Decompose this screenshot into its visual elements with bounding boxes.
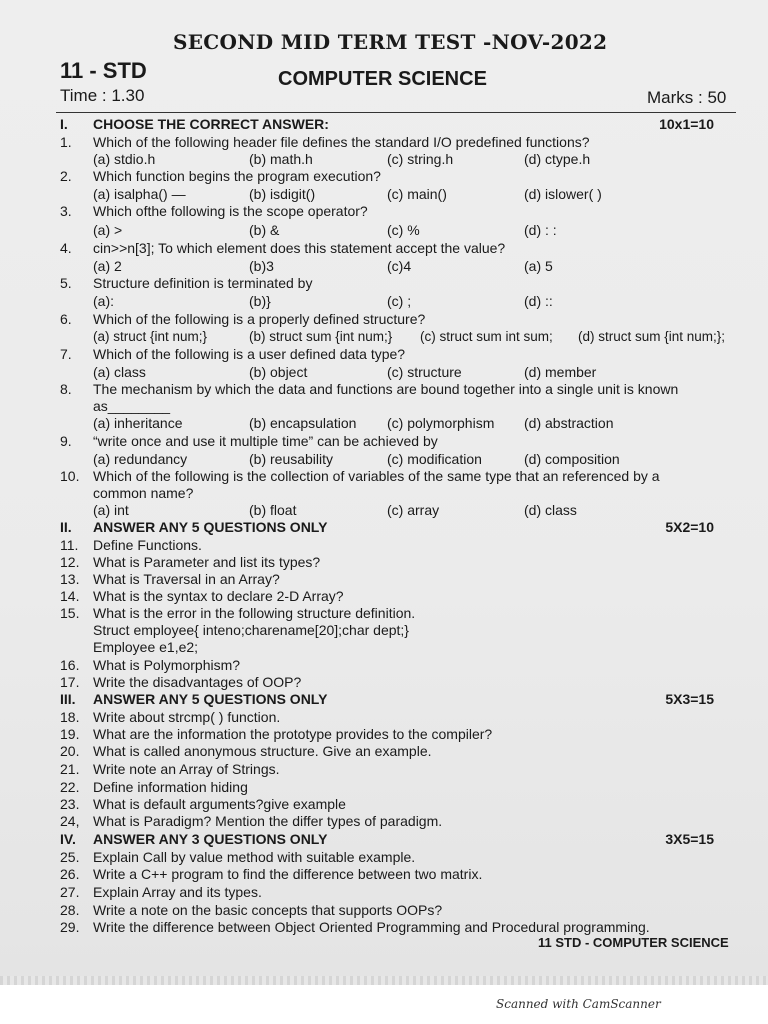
question-number: 13. xyxy=(60,571,80,587)
question-text: Which of the following is a properly defined structure? xyxy=(93,311,426,327)
question-text: Which of the following is the collection of variables of the same type that an referenced by a xyxy=(93,468,660,484)
question-text: Which of the following is a user defined data type? xyxy=(93,346,406,362)
option: (d) ctype.h xyxy=(524,151,591,167)
question-text: cin>>n[3]; To which element does this statement accept the value? xyxy=(93,240,506,256)
section-number: IV. xyxy=(60,831,76,847)
question-number: 7. xyxy=(60,346,72,362)
option: (b) object xyxy=(249,364,308,380)
option: (b) & xyxy=(249,222,280,238)
question-text: Which ofthe following is the scope operator? xyxy=(93,203,368,219)
option: (a) inheritance xyxy=(93,415,183,431)
option: (c) struct sum int sum; xyxy=(420,329,553,344)
section-number: I. xyxy=(60,116,68,132)
option: (d) abstraction xyxy=(524,415,614,431)
option: (d) class xyxy=(524,502,577,518)
question-number: 18. xyxy=(60,709,80,725)
question-text: Which function begins the program execution? xyxy=(93,168,381,184)
question-text: Define Functions. xyxy=(93,537,202,553)
question-text: What is the error in the following structure definition. xyxy=(93,605,416,621)
question-text: What is Traversal in an Array? xyxy=(93,571,280,587)
question-number: 9. xyxy=(60,433,72,449)
option: (b)3 xyxy=(249,258,274,274)
subject-title: COMPUTER SCIENCE xyxy=(278,68,487,90)
question-number: 10. xyxy=(60,468,80,484)
section-marks: 10x1=10 xyxy=(659,116,714,132)
option: (b) float xyxy=(249,502,297,518)
question-number: 23. xyxy=(60,796,80,812)
option: (d) composition xyxy=(524,451,620,467)
option: (a) > xyxy=(93,222,123,238)
question-text: What is the syntax to declare 2-D Array? xyxy=(93,588,344,604)
question-text: Write a C++ program to find the difference between two matrix. xyxy=(93,866,483,882)
header-divider xyxy=(56,112,736,113)
option: (c) polymorphism xyxy=(387,415,495,431)
question-text: What are the information the prototype provides to the compiler? xyxy=(93,726,493,742)
question-number: 17. xyxy=(60,674,80,690)
paper-torn-edge xyxy=(0,976,768,985)
question-number: 25. xyxy=(60,849,80,865)
option: (a) stdio.h xyxy=(93,151,156,167)
question-text: The mechanism by which the data and functions are bound together into a single unit is known xyxy=(93,381,679,397)
question-number: 28. xyxy=(60,902,80,918)
option: (b) encapsulation xyxy=(249,415,357,431)
question-text: Structure definition is terminated by xyxy=(93,275,313,291)
question-number: 15. xyxy=(60,605,80,621)
scanner-watermark: Scanned with CamScanner xyxy=(496,997,661,1011)
standard-label: 11 - STD xyxy=(60,58,147,83)
code-text: Employee e1,e2; xyxy=(93,639,199,655)
option: (c) main() xyxy=(387,186,447,202)
option: (c) % xyxy=(387,222,420,238)
option: (c) string.h xyxy=(387,151,454,167)
option: (a) 5 xyxy=(524,258,553,274)
question-text: Write the disadvantages of OOP? xyxy=(93,674,302,690)
option: (a) class xyxy=(93,364,146,380)
question-text: What is called anonymous structure. Give an example. xyxy=(93,743,432,759)
option: (a) redundancy xyxy=(93,451,188,467)
question-text: Explain Array and its types. xyxy=(93,884,262,900)
question-text: Write a note on the basic concepts that supports OOPs? xyxy=(93,902,443,918)
option: (a) 2 xyxy=(93,258,122,274)
option: (c) ; xyxy=(387,293,412,309)
question-number: 3. xyxy=(60,203,72,219)
option: (c) structure xyxy=(387,364,462,380)
section-marks: 5X2=10 xyxy=(665,519,714,535)
code-text: Struct employee{ inteno;charename[20];char dept;} xyxy=(93,622,409,638)
section-marks: 5X3=15 xyxy=(665,691,714,707)
question-number: 27. xyxy=(60,884,80,900)
option: (d) islower( ) xyxy=(524,186,602,202)
question-number: 20. xyxy=(60,743,80,759)
question-number: 21. xyxy=(60,761,80,777)
question-number: 14. xyxy=(60,588,80,604)
marks-label: Marks : 50 xyxy=(647,88,727,107)
question-number: 12. xyxy=(60,554,80,570)
option: (d) struct sum {int num;}; xyxy=(578,329,726,344)
question-text-line2: as________ xyxy=(93,398,171,414)
question-number: 1. xyxy=(60,134,72,150)
section-number: III. xyxy=(60,691,76,707)
option: (a): xyxy=(93,293,114,309)
option: (b) math.h xyxy=(249,151,313,167)
question-text: Define information hiding xyxy=(93,779,248,795)
footer-label: 11 STD - COMPUTER SCIENCE xyxy=(538,935,729,950)
exam-title: SECOND MID TERM TEST -NOV-2022 xyxy=(173,30,608,54)
section-title: ANSWER ANY 3 QUESTIONS ONLY xyxy=(93,831,328,847)
question-text: Write the difference between Object Oriented Programming and Procedural programming. xyxy=(93,919,650,935)
question-number: 16. xyxy=(60,657,80,673)
option: (c) array xyxy=(387,502,440,518)
question-text: Write about strcmp( ) function. xyxy=(93,709,281,725)
option: (d) member xyxy=(524,364,597,380)
option: (c)4 xyxy=(387,258,412,274)
question-number: 2. xyxy=(60,168,72,184)
question-text: What is Polymorphism? xyxy=(93,657,241,673)
section-title: ANSWER ANY 5 QUESTIONS ONLY xyxy=(93,691,328,707)
option: (a) isalpha() — xyxy=(93,186,186,202)
question-text: “write once and use it multiple time” can be achieved by xyxy=(93,433,438,449)
question-number: 19. xyxy=(60,726,80,742)
option: (c) modification xyxy=(387,451,482,467)
section-title: ANSWER ANY 5 QUESTIONS ONLY xyxy=(93,519,328,535)
question-number: 29. xyxy=(60,919,80,935)
question-number: 11. xyxy=(60,537,79,553)
option: (a) int xyxy=(93,502,129,518)
section-number: II. xyxy=(60,519,72,535)
option: (d) :: xyxy=(524,293,553,309)
question-text: What is Paradigm? Mention the differ types of paradigm. xyxy=(93,813,443,829)
section-title: CHOOSE THE CORRECT ANSWER: xyxy=(93,116,329,132)
option: (b) struct sum {int num;} xyxy=(249,329,393,344)
option: (b) reusability xyxy=(249,451,334,467)
option: (a) struct {int num;} xyxy=(93,329,208,344)
question-number: 6. xyxy=(60,311,72,327)
question-text: What is Parameter and list its types? xyxy=(93,554,321,570)
question-text: Explain Call by value method with suitable example. xyxy=(93,849,416,865)
question-text: Write note an Array of Strings. xyxy=(93,761,280,777)
question-number: 5. xyxy=(60,275,72,291)
option: (d) : : xyxy=(524,222,557,238)
question-number: 4. xyxy=(60,240,72,256)
option: (b) isdigit() xyxy=(249,186,316,202)
question-text: Which of the following header file defines the standard I/O predefined functions? xyxy=(93,134,590,150)
section-marks: 3X5=15 xyxy=(665,831,714,847)
option: (b)} xyxy=(249,293,271,309)
question-number: 24, xyxy=(60,813,80,829)
question-number: 8. xyxy=(60,381,72,397)
question-text-line2: common name? xyxy=(93,485,194,501)
question-number: 26. xyxy=(60,866,80,882)
question-number: 22. xyxy=(60,779,80,795)
question-text: What is default arguments?give example xyxy=(93,796,346,812)
time-label: Time : 1.30 xyxy=(60,86,145,105)
